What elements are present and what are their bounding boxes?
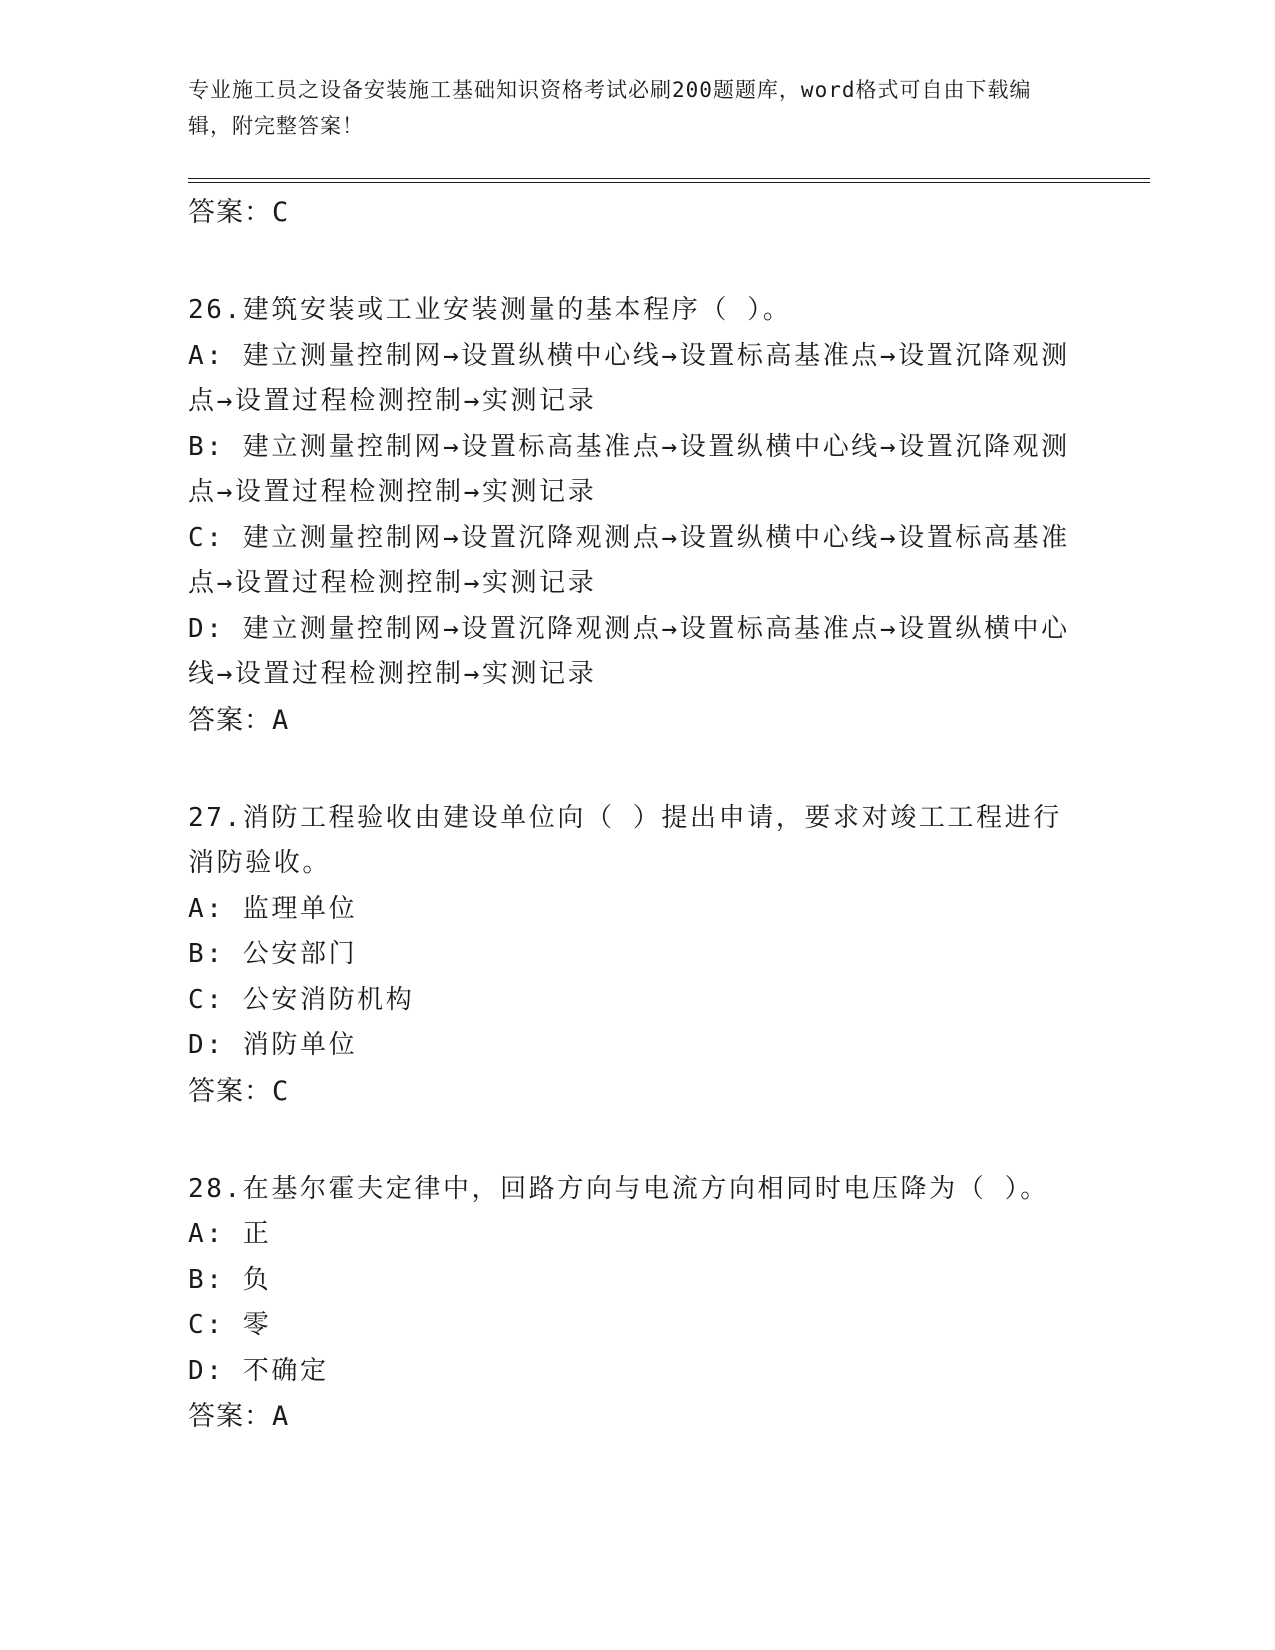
answer: 答案：A [188, 1401, 290, 1432]
question-list [188, 190, 1088, 1440]
document-header: 专业施工员之设备安装施工基础知识资格考试必刷200题题库，word格式可自由下载编辑，附完整答案！ [188, 78, 1032, 138]
option-b: B: 建立测量控制网→设置标高基准点→设置纵横中心线→设置沉降观测点→设置过程检测控制→实测记录 [188, 431, 1070, 507]
header-divider-second [188, 182, 1150, 183]
question-27 [188, 796, 1088, 1115]
question-stem: 27.消防工程验收由建设单位向（ ）提出申请，要求对竣工工程进行消防验收。 [188, 802, 1062, 878]
answer: 答案：C [188, 1075, 290, 1107]
question-28 [188, 1167, 1088, 1441]
question-26 [188, 288, 1088, 744]
option-c: C: 公安消防机构 [188, 984, 415, 1015]
answer: 答案：A [188, 704, 290, 736]
header-divider [188, 178, 1150, 179]
option-c: C: 零 [188, 1310, 272, 1340]
option-a: A: 正 [188, 1219, 272, 1249]
option-b: B: 负 [188, 1264, 272, 1295]
option-a: A: 监理单位 [188, 893, 358, 924]
previous-answer: 答案：C [188, 197, 290, 228]
option-d: D: 消防单位 [188, 1030, 358, 1060]
option-d: D: 建立测量控制网→设置沉降观测点→设置标高基准点→设置纵横中心线→设置过程检测控制→实测记录 [188, 613, 1070, 689]
question-stem: 26.建筑安装或工业安装测量的基本程序（ ）。 [188, 295, 792, 325]
option-c: C: 建立测量控制网→设置沉降观测点→设置纵横中心线→设置标高基准点→设置过程检测控制→实测记录 [188, 522, 1070, 598]
option-d: D: 不确定 [188, 1355, 329, 1386]
option-a: A: 建立测量控制网→设置纵横中心线→设置标高基准点→设置沉降观测点→设置过程检测控制→实测记录 [188, 340, 1070, 416]
option-b: B: 公安部门 [188, 939, 358, 969]
question-stem: 28.在基尔霍夫定律中，回路方向与电流方向相同时电压降为（ ）。 [188, 1173, 1049, 1204]
